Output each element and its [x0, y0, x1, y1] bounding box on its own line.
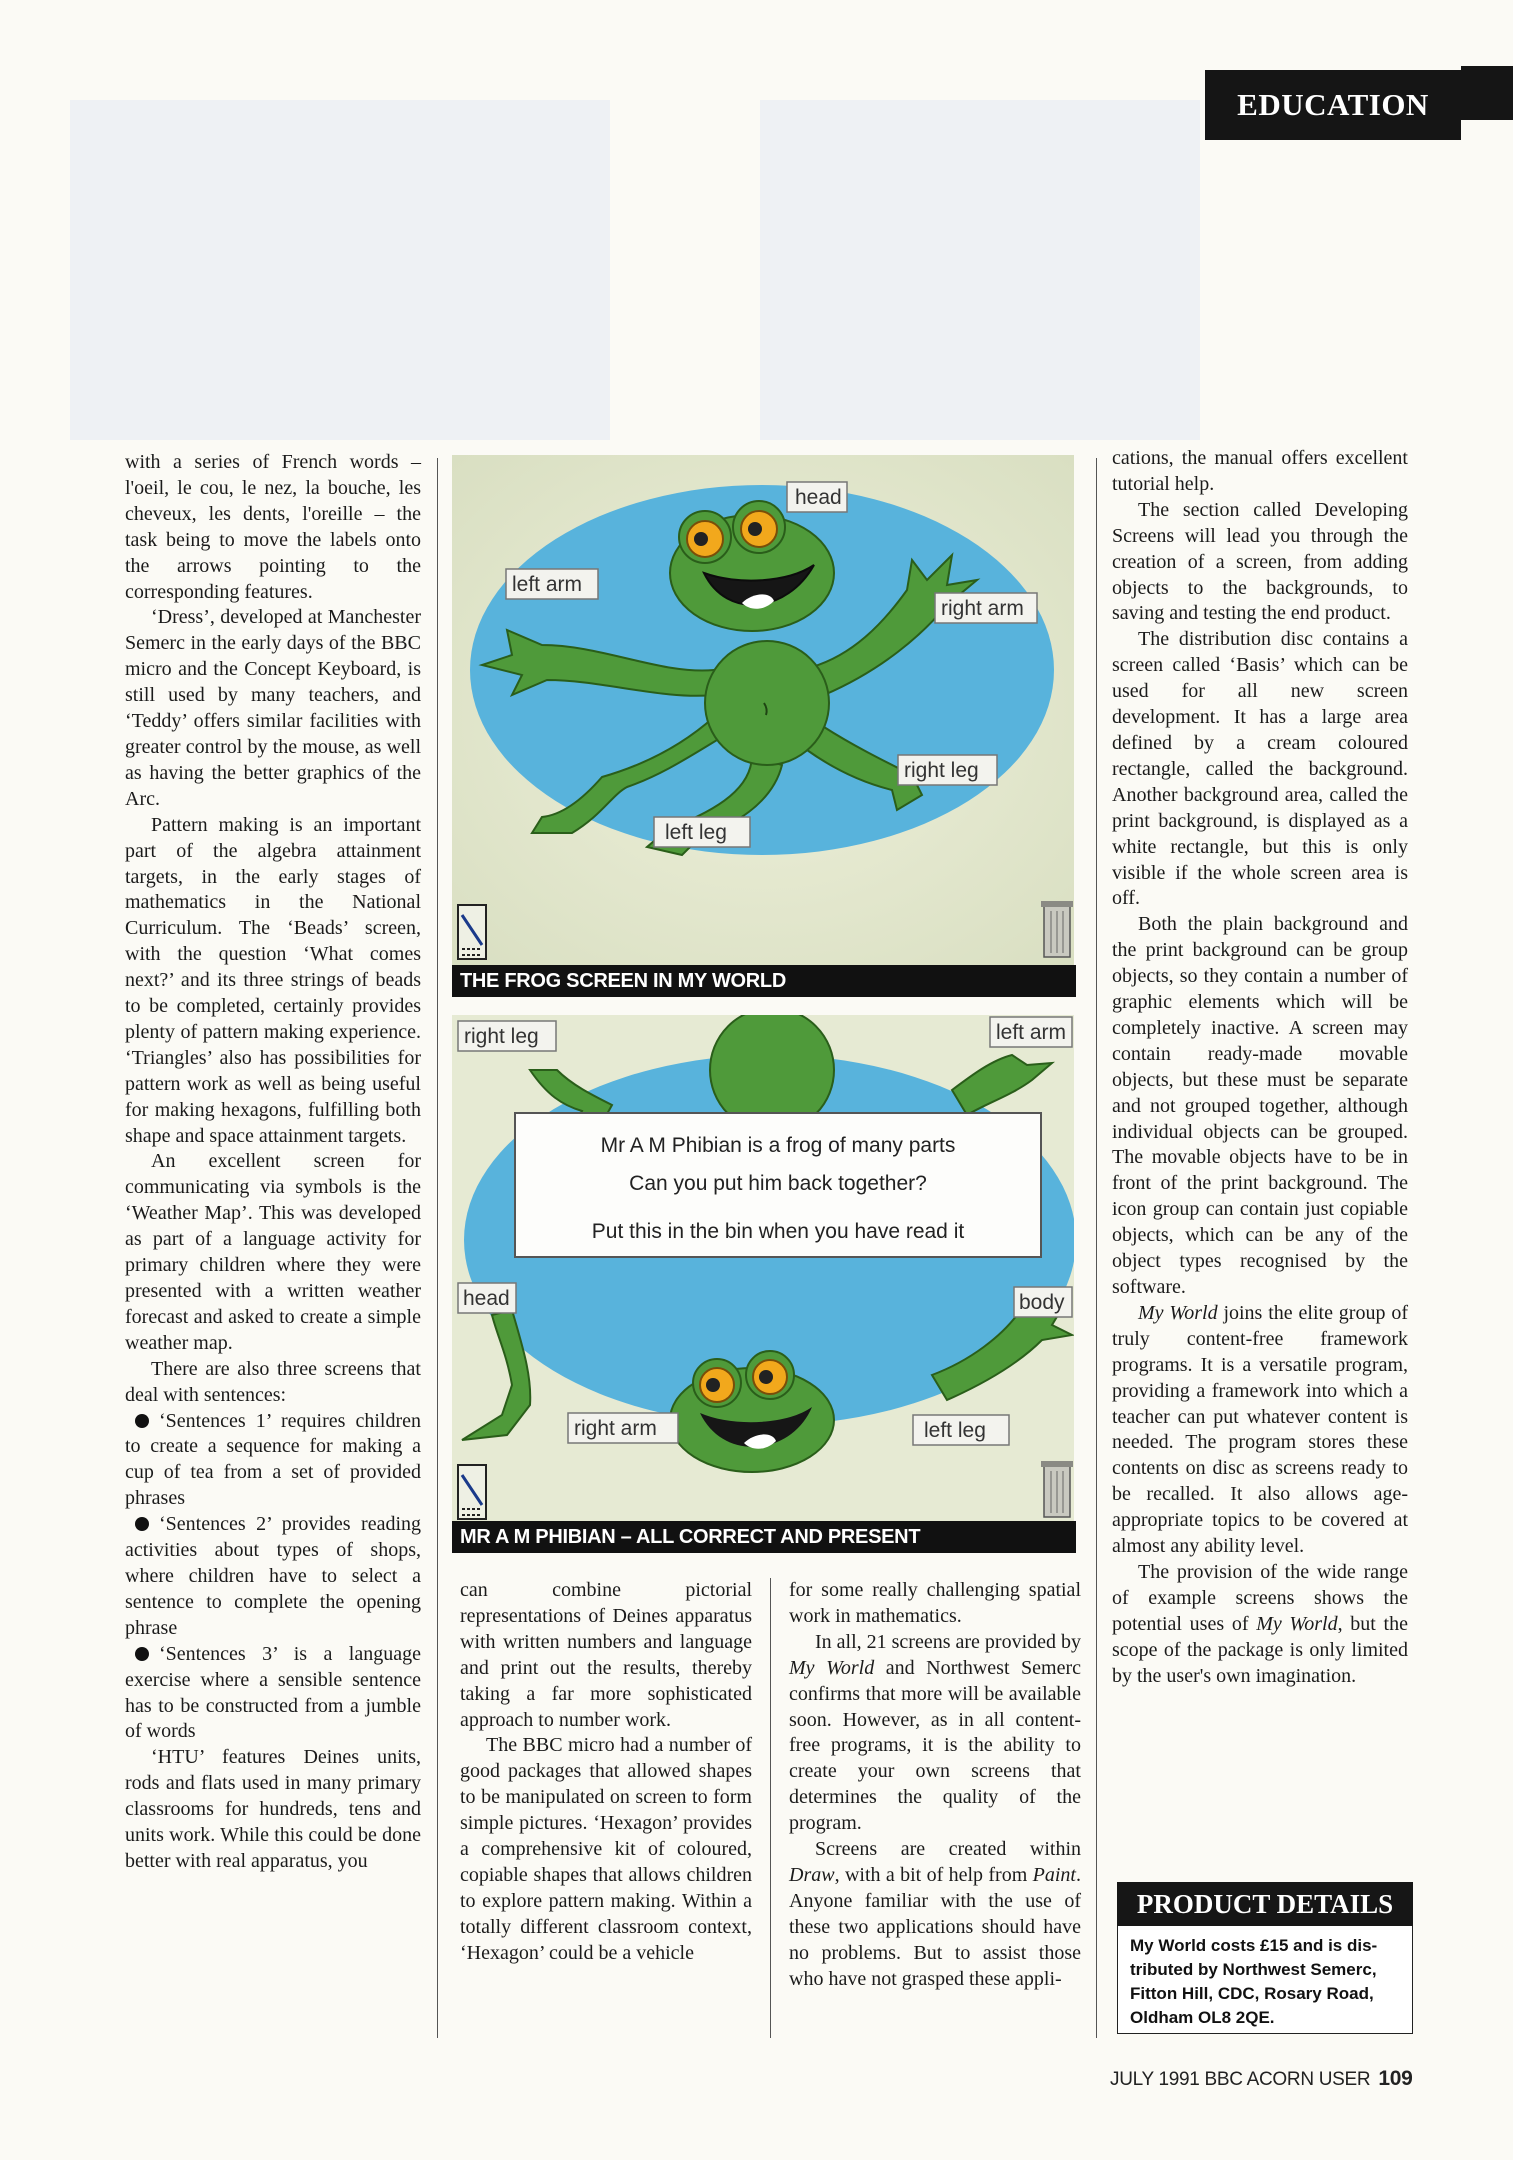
paragraph: The distribution disc contains a screen called ‘Basis’ which can be used for all new screen development. It has a large area defined by a cream coloured rectangle, called the background. Another background area, called the print background, is displayed as a white rectangle, but this is only visible if the whole screen area is off. [1112, 628, 1408, 910]
svg-text:head: head [463, 1287, 510, 1310]
paragraph: with a series of French words – l'oeil, le cou, le nez, la bouche, les cheveux, les dents, l'oreille – the task being to move the labels onto the arrows pointing to the corresponding features. [125, 451, 421, 603]
issue-line: JULY 1991 BBC ACORN USER [1110, 2069, 1371, 2090]
text-column-2 [460, 1578, 752, 1967]
palette-icon[interactable] [458, 1465, 486, 1519]
svg-text:head: head [795, 486, 842, 509]
svg-text:body: body [1019, 1291, 1065, 1314]
section-tab: EDUCATION [1205, 70, 1461, 140]
label-head[interactable] [787, 482, 847, 512]
column-rule [437, 458, 438, 2038]
paragraph: Pattern making is an important part of the algebra attainment targets, in the early stages of mathematics in the National Curriculum. The ‘Beads’ screen, with the question ‘What comes next?’ and its three strings of beads to be completed, certainly provides plenty of pattern making experience. ‘Triangles’ also has possibilities for pattern work as well as being useful for making hexagons, fulfilling both shape and space attainment targets. [125, 813, 421, 1147]
message-line: Can you put him back together? [629, 1172, 927, 1195]
bin-icon[interactable] [1041, 901, 1073, 957]
frog-body [705, 641, 829, 765]
label-right-leg[interactable] [458, 1021, 556, 1051]
text-column-4 [1112, 446, 1408, 1690]
paragraph: The section called Developing Screens will lead you through the creation of a screen, from adding objects to the backgrounds, to saving and testing the end product. [1112, 498, 1408, 625]
bullet-item: ‘Sentences 3’ is a language exercise where a sensible sentence has to be constructed from a jumble of words [125, 1642, 421, 1743]
page-number: 109 [1378, 2067, 1413, 2090]
frog-illustration [452, 455, 1074, 965]
frog-screen-image [452, 455, 1074, 965]
label-left-leg[interactable] [913, 1415, 1009, 1445]
svg-text:right leg: right leg [904, 759, 979, 782]
show-through-left [70, 100, 610, 440]
palette-icon[interactable] [458, 905, 486, 959]
paragraph: Screens are created within Draw, with a bit of help from Paint. Anyone familiar with the use of these two applications should have no problems. But to assist those who have not grasped these appli- [789, 1838, 1081, 1990]
paragraph: My World joins the elite group of truly content-free framework programs. It is a versatile program, providing a framework into which a teacher can put whatever content is needed. The program stores these contents on disc as screens ready to be recalled. It also allows age-appropriate topics to be covered at almost any ability level. [1112, 1301, 1409, 1558]
label-head[interactable] [458, 1283, 516, 1313]
label-right-leg[interactable] [898, 755, 997, 785]
paragraph: The BBC micro had a number of good packages that allowed shapes to be manipulated on screen to form simple pictures. ‘Hexagon’ provides a comprehensive kit of coloured, copiable shapes that allows children to explore pattern making. Within a totally different classroom context, ‘Hexagon’ could be a vehicle [460, 1734, 752, 1964]
svg-text:left leg: left leg [665, 821, 727, 844]
paragraph: for some really challenging spatial work in mathematics. [789, 1579, 1081, 1627]
svg-text:left arm: left arm [996, 1021, 1067, 1044]
paragraph: ‘Dress’, developed at Manchester Semerc in the early days of the BBC micro and the Concept Keyboard, is still used by many teachers, and ‘Teddy’ offers similar facilities with greater control by the mouse, as well as having the better graphics of the Arc. [125, 606, 421, 810]
bullet-icon [135, 1414, 149, 1428]
section-tab-rule [1461, 66, 1513, 120]
label-left-arm[interactable] [990, 1017, 1072, 1047]
instruction-message-box[interactable] [514, 1112, 1042, 1258]
show-through-right [760, 100, 1200, 440]
phibian-illustration [452, 1015, 1074, 1525]
svg-text:left leg: left leg [924, 1419, 986, 1442]
message-line: Put this in the bin when you have read it [591, 1220, 965, 1243]
text-column-1 [125, 450, 421, 1875]
paragraph: can combine pictorial representations of Deines apparatus with written numbers and language and print out the results, thereby taking a far more sophisticated approach to number work. [460, 1579, 752, 1731]
bin-icon[interactable] [1041, 1461, 1073, 1517]
bullet-icon [135, 1647, 149, 1661]
figure-caption: THE FROG SCREEN IN MY WORLD [452, 965, 1076, 997]
paragraph: Both the plain background and the print background can be group objects, so they contain a number of graphic elements which will be completely inactive. A screen may contain ready-made movable objects, but these must be separate and not grouped together, although individual objects can be grouped. The movable objects have to be in front of the print background. The icon group can contain just copiable objects, which can be any of the object types recognised by the software. [1112, 913, 1408, 1298]
figure-caption: MR A M PHIBIAN – ALL CORRECT AND PRESENT [452, 1521, 1076, 1553]
product-details-title: PRODUCT DETAILS [1117, 1882, 1413, 1926]
paragraph: There are also three screens that deal with sentences: [125, 1357, 421, 1406]
svg-text:right arm: right arm [574, 1417, 657, 1440]
svg-text:left arm: left arm [512, 573, 583, 596]
label-left-leg[interactable] [654, 817, 750, 847]
svg-text:right arm: right arm [941, 597, 1024, 620]
paragraph: In all, 21 screens are provided by My World and Northwest Semerc confirms that more will be available soon. However, as in all content-free programs, it is the ability to create your own screens that determines the quality of the program. [789, 1630, 1082, 1835]
label-left-arm[interactable] [506, 569, 598, 599]
bullet-icon [135, 1517, 149, 1531]
paragraph: The provision of the wide range of example screens shows the potential uses of My World, but the scope of the package is only limited by the user's own imagination. [1112, 1560, 1408, 1687]
label-right-arm[interactable] [935, 593, 1037, 623]
paragraph: An excellent screen for communicating via symbols is the ‘Weather Map’. This was developed as part of a language activity for primary children where they were presented with a written weather forecast and asked to create a simple weather map. [125, 1150, 421, 1354]
page-footer [1110, 2067, 1412, 2091]
paragraph: cations, the manual offers excellent tutorial help. [1112, 447, 1408, 495]
product-details-text: My World costs £15 and is dis- tributed by Northwest Semerc, Fitton Hill, CDC, Rosary Road, Oldham OL8 2QE. [1130, 1936, 1378, 2027]
text-column-3 [789, 1578, 1081, 1993]
column-rule [1096, 458, 1097, 2038]
label-right-arm[interactable] [568, 1413, 678, 1443]
bullet-item: ‘Sentences 1’ requires children to create a sequence for making a cup of tea from a set of provided phrases [125, 1409, 421, 1510]
label-body[interactable] [1014, 1287, 1072, 1317]
bullet-item: ‘Sentences 2’ provides reading activities about types of shops, where children have to select a sentence to complete the opening phrase [125, 1513, 421, 1639]
column-rule [770, 1578, 771, 2038]
svg-text:right leg: right leg [464, 1025, 539, 1048]
phibian-screen-image [452, 1015, 1074, 1525]
paragraph: ‘HTU’ features Deines units, rods and flats used in many primary classrooms for hundreds, tens and units work. While this could be done better with real apparatus, you [125, 1746, 421, 1872]
message-line: Mr A M Phibian is a frog of many parts [600, 1134, 956, 1157]
